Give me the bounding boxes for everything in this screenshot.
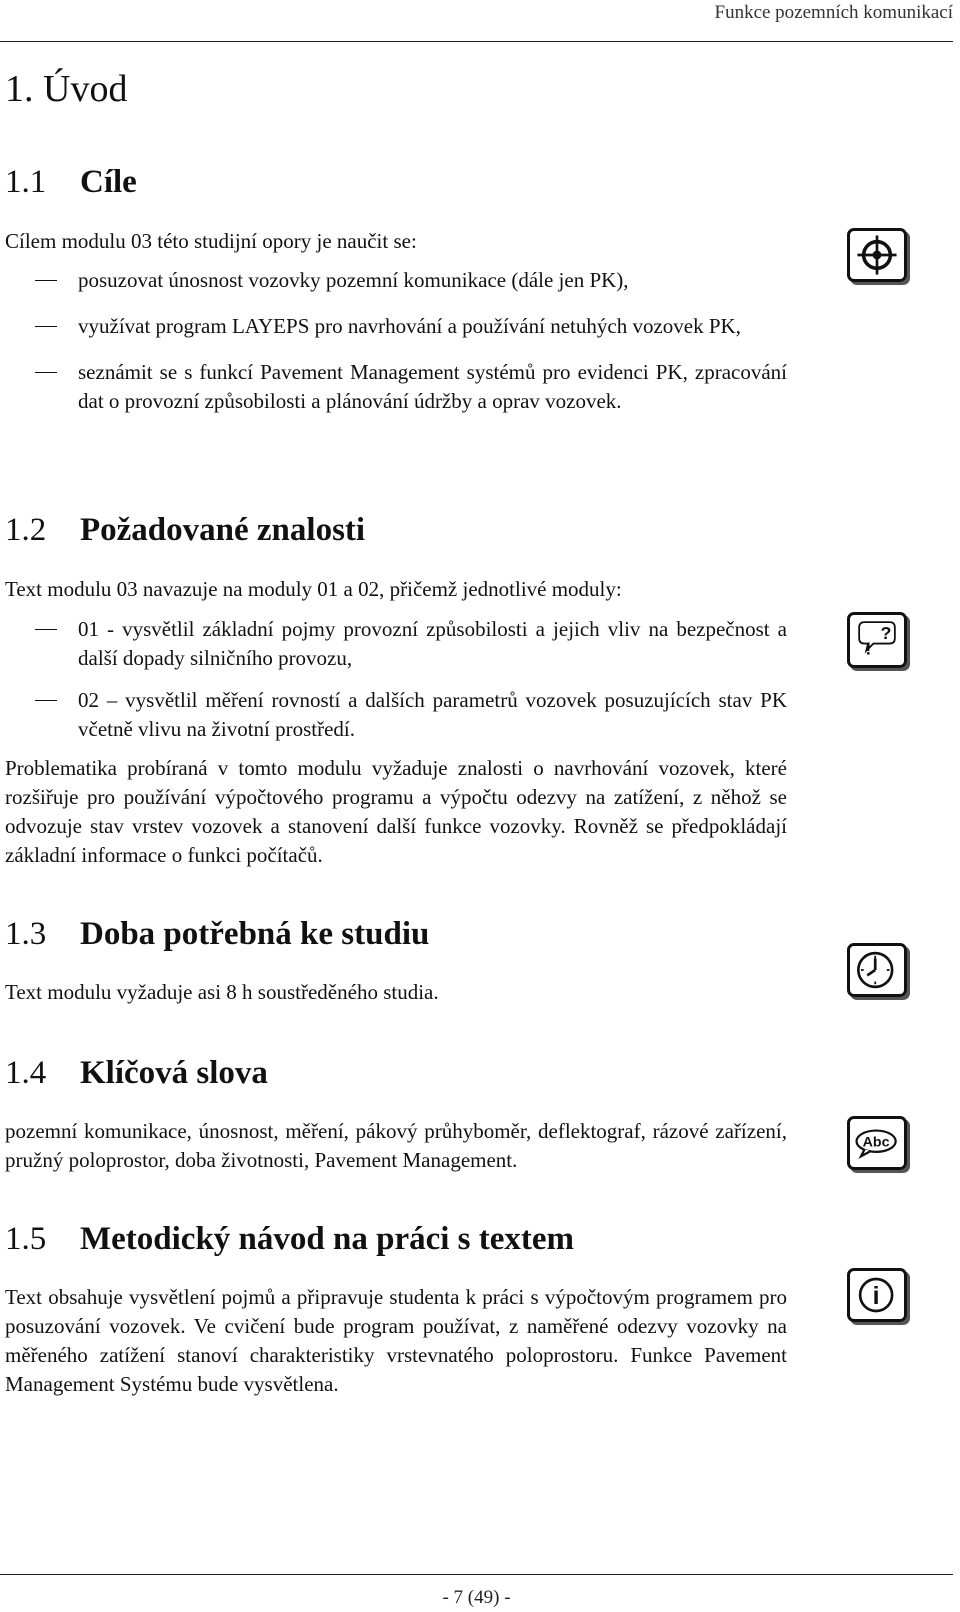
info-label: i bbox=[872, 1281, 880, 1310]
exclamation-mark: ! bbox=[865, 638, 872, 659]
knowledge-intro: Text modulu 03 navazuje na moduly 01 a 02, přičemž jednotlivé moduly: bbox=[5, 577, 622, 601]
abc-speech-bubble-icon bbox=[847, 1116, 907, 1170]
list-item-text: posuzovat únosnost vozovky pozemní komunikace (dále jen PK), bbox=[78, 268, 629, 292]
goals-list bbox=[5, 266, 787, 416]
list-item-text: 02 – vysvětlil měření rovností a dalších parametrů vozovek posuzujících stav PK včetně vlivu na životní prostředí. bbox=[78, 688, 787, 741]
section-number: 1.1 bbox=[5, 164, 47, 200]
list-item bbox=[5, 358, 787, 416]
clock-icon bbox=[847, 943, 907, 997]
study-time-paragraph: Text modulu vyžaduje asi 8 h soustředěného studia. bbox=[5, 980, 439, 1004]
list-item-text: seznámit se s funkcí Pavement Management systémů pro evidenci PK, zpracování dat o provozní způsobilosti a plánování údržby a oprav vozovek. bbox=[78, 360, 787, 413]
list-item-text: využívat program LAYEPS pro navrhování a používání netuhých vozovek PK, bbox=[78, 314, 741, 338]
section-number: 1.4 bbox=[5, 1055, 47, 1091]
dash-bullet bbox=[35, 280, 57, 281]
dash-bullet bbox=[35, 700, 57, 701]
list-item bbox=[5, 615, 787, 673]
page-footer bbox=[0, 1574, 953, 1612]
target-icon bbox=[847, 228, 907, 282]
list-item-text: 01 - vysvětlil základní pojmy provozní způsobilosti a jejich vliv na bezpečnost a další dopady silničního provozu, bbox=[78, 617, 787, 670]
list-item bbox=[5, 686, 787, 744]
section-heading-method-guide bbox=[5, 1223, 574, 1256]
goals-intro: Cílem modulu 03 této studijní opory je naučit se: bbox=[5, 229, 417, 253]
knowledge-list bbox=[5, 615, 787, 744]
running-header bbox=[0, 0, 953, 42]
page-number: - 7 (49) - bbox=[442, 1587, 511, 1608]
section-number: 1.3 bbox=[5, 916, 47, 952]
dash-bullet bbox=[35, 326, 57, 327]
section-title: Cíle bbox=[80, 164, 137, 200]
section-title: Metodický návod na práci s textem bbox=[80, 1221, 575, 1257]
section-heading-required-knowledge bbox=[5, 514, 365, 547]
section-number: 1.2 bbox=[5, 512, 47, 548]
section-title: Požadované znalosti bbox=[80, 512, 366, 548]
keywords-paragraph: pozemní komunikace, únosnost, měření, pákový průhyboměr, deflektograf, rázové zařízení, pružný poloprostor, doba životnosti, Pavement Management. bbox=[5, 1119, 787, 1172]
section-title: Klíčová slova bbox=[80, 1055, 268, 1091]
abc-label: Abc bbox=[862, 1134, 890, 1151]
list-item bbox=[5, 312, 787, 341]
chapter-title: 1. Úvod bbox=[5, 68, 128, 110]
dash-bullet bbox=[35, 629, 57, 630]
dash-bullet bbox=[35, 372, 57, 373]
knowledge-paragraph: Problematika probíraná v tomto modulu vyžaduje znalosti o navrhování vozovek, které rozšiřuje pro používání výpočtového programu a výpočtu odezvy na zatížení, z něhož se odvozuje stav vrstev vozovek a stanovení další funkce vozovky. Rovněž se předpokládají základní informace o funkci počítačů. bbox=[5, 756, 787, 867]
section-number: 1.5 bbox=[5, 1221, 47, 1257]
section-heading-study-time bbox=[5, 918, 429, 951]
method-guide-paragraph: Text obsahuje vysvětlení pojmů a připravuje studenta k práci s výpočtovým programem pro posuzování vozovek. Ve cvičení bude program používat, z naměřené odezvy vozovky na měřeného zatížení stanoví charakteristiky vrstevnatého poloprostoru. Funkce Pavement Management Systému bude vysvětlena. bbox=[5, 1285, 787, 1396]
exclamation-question-icon bbox=[847, 612, 907, 668]
info-icon bbox=[847, 1268, 907, 1322]
question-mark: ? bbox=[880, 623, 892, 644]
section-title: Doba potřebná ke studiu bbox=[80, 916, 430, 952]
section-heading-keywords bbox=[5, 1057, 268, 1090]
section-heading-goals bbox=[5, 166, 137, 199]
running-title: Funkce pozemních komunikací bbox=[714, 2, 953, 23]
list-item bbox=[5, 266, 787, 295]
